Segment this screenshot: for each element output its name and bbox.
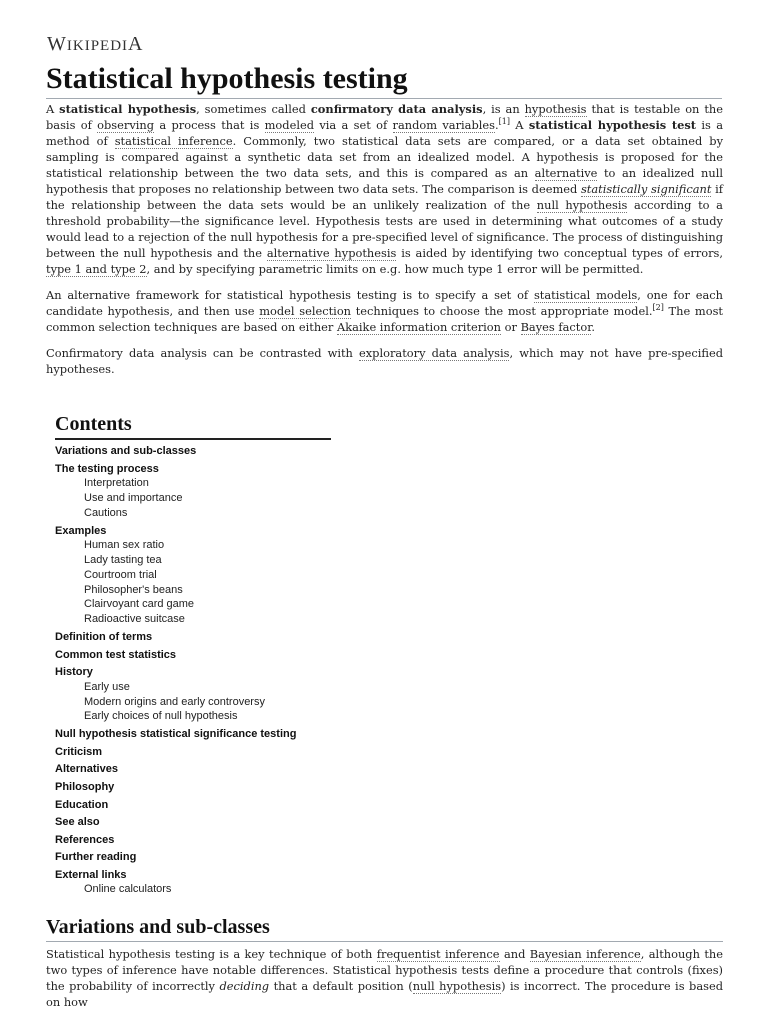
link-type-1-and-type-2[interactable]: type 1 and type 2 — [46, 262, 147, 276]
section-heading: Variations and sub-classes — [46, 914, 723, 942]
section-paragraph: Statistical hypothesis testing is a key technique of both frequentist inference and Bayesian inference, although the two types of inference have notable differences. Statistical hypothesis tests define a procedure that controls (fixes) the probability of incorrectly deciding that a default position (null hypothesis) is incorrect. The procedure is based on how — [46, 947, 724, 1009]
toc-item — [55, 816, 331, 830]
toc-sublink[interactable]: Modern origins and early controversy — [84, 695, 265, 708]
toc-link[interactable]: Variations and sub-classes — [55, 445, 197, 457]
toc-sublink[interactable]: Online calculators — [84, 883, 172, 896]
toc-link[interactable]: Null hypothesis statistical significance testing — [55, 728, 297, 741]
link-frequentist-inference[interactable]: frequentist inference — [376, 947, 500, 961]
toc-item — [55, 851, 331, 865]
link-null-hypothesis[interactable]: null hypothesis — [536, 198, 628, 212]
toc-item — [55, 525, 331, 627]
toc-link[interactable]: External links — [55, 868, 127, 881]
toc-link[interactable]: Common test statistics — [55, 648, 177, 661]
toc-link[interactable]: Education — [55, 798, 109, 811]
toc-item — [55, 869, 331, 897]
toc-item — [55, 463, 331, 521]
link-statistically-significant[interactable]: statistically significant — [580, 182, 712, 196]
toc-link[interactable]: Criticism — [55, 745, 103, 758]
citation-2[interactable]: [2] — [652, 303, 664, 313]
link-hypothesis[interactable]: hypothesis — [524, 102, 587, 116]
toc-sublink[interactable]: Use and importance — [84, 491, 183, 504]
toc-item — [55, 763, 331, 777]
toc-sublink[interactable]: Early use — [84, 680, 130, 693]
article-lead — [46, 101, 723, 387]
toc-sublink[interactable]: Interpretation — [84, 477, 149, 490]
toc-link[interactable]: Philosophy — [55, 780, 115, 793]
toc-link[interactable]: Definition of terms — [55, 630, 153, 643]
link-bayes-factor[interactable]: Bayes factor — [520, 320, 592, 334]
toc-link[interactable]: The testing process — [55, 462, 159, 475]
page-title: Statistical hypothesis testing — [46, 62, 722, 99]
toc-item — [55, 666, 331, 724]
toc-link[interactable]: History — [55, 666, 93, 679]
link-statistical-inference[interactable]: statistical inference — [114, 134, 233, 148]
link-alternative-hypothesis[interactable]: alternative hypothesis — [266, 246, 397, 260]
link-exploratory-data-analysis[interactable]: exploratory data analysis — [359, 346, 510, 360]
toc-item — [55, 834, 331, 848]
toc-item — [55, 746, 331, 760]
toc-link[interactable]: References — [55, 833, 115, 846]
citation-1[interactable]: [1] — [498, 117, 510, 127]
toc-sublink[interactable]: Radioactive suitcase — [84, 613, 185, 626]
link-null-hypothesis-2[interactable]: null hypothesis — [412, 979, 502, 993]
toc-item — [55, 631, 331, 645]
link-statistical-models[interactable]: statistical models — [533, 288, 638, 302]
lead-paragraph-3: Confirmatory data analysis can be contrasted with exploratory data analysis, which may not have pre-specified hypotheses. — [46, 346, 723, 376]
lead-paragraph-2: An alternative framework for statistical hypothesis testing is to specify a set of statistical models, one for each candidate hypothesis, and then use model selection techniques to choose the most appropriate model.[2] The most common selection techniques are based on either Akaike information criterion or Bayes factor. — [46, 288, 724, 334]
link-akaike-information-criterion[interactable]: Akaike information criterion — [336, 320, 502, 334]
toc-item — [55, 728, 331, 742]
wikipedia-logo[interactable]: WIKIPEDIA — [47, 33, 144, 55]
toc-link[interactable]: Examples — [55, 524, 107, 537]
link-random-variables[interactable]: random variables — [392, 118, 495, 132]
lead-paragraph-1: A statistical hypothesis, sometimes called confirmatory data analysis, is an hypothesis that is testable on the basis of observing a process that is modeled via a set of random variables.[1] A statistical hypothesis test is a method of statistical inference. Commonly, two statistical data sets are compared, or a data set obtained by sampling is compared against a synthetic data set from an idealized model. A hypothesis is proposed for the statistical relationship between the two data sets, and this is compared as an alternative to an idealized null hypothesis that proposes no relationship between two data sets. The comparison is deemed statistically significant if the relationship between the data sets would be an unlikely realization of the null hypothesis according to a threshold probability—the significance level. Hypothesis tests are used in determining what outcomes of a study would lead to a rejection of the null hypothesis for a pre-specified level of significance. The process of distinguishing between the null hypothesis and the alternative hypothesis is aided by identifying two conceptual types of errors, type 1 and type 2, and by specifying parametric limits on e.g. how much type 1 error will be permitted. — [46, 102, 724, 276]
link-model-selection[interactable]: model selection — [259, 304, 352, 318]
toc-list — [55, 445, 331, 897]
table-of-contents — [55, 412, 331, 901]
link-observing[interactable]: observing — [97, 118, 155, 132]
toc-sublink[interactable]: Philosopher's beans — [84, 583, 183, 596]
toc-item — [55, 649, 331, 663]
toc-sublink[interactable]: Courtroom trial — [84, 568, 157, 581]
toc-link[interactable]: See also — [55, 816, 100, 829]
toc-sublink[interactable]: Early choices of null hypothesis — [84, 710, 238, 723]
link-bayesian-inference[interactable]: Bayesian inference — [529, 947, 641, 961]
toc-link[interactable]: Alternatives — [55, 763, 118, 776]
toc-sublink[interactable]: Lady tasting tea — [84, 553, 162, 566]
link-alternative[interactable]: alternative — [534, 166, 598, 180]
toc-sublink[interactable]: Cautions — [84, 506, 128, 519]
toc-item — [55, 799, 331, 813]
section-body — [46, 946, 723, 1020]
toc-title: Contents — [55, 412, 331, 440]
toc-item — [55, 445, 331, 459]
toc-link[interactable]: Further reading — [55, 851, 137, 864]
link-modeled[interactable]: modeled — [264, 118, 314, 132]
toc-item — [55, 781, 331, 795]
toc-sublink[interactable]: Clairvoyant card game — [84, 598, 195, 611]
toc-sublink[interactable]: Human sex ratio — [84, 539, 165, 552]
